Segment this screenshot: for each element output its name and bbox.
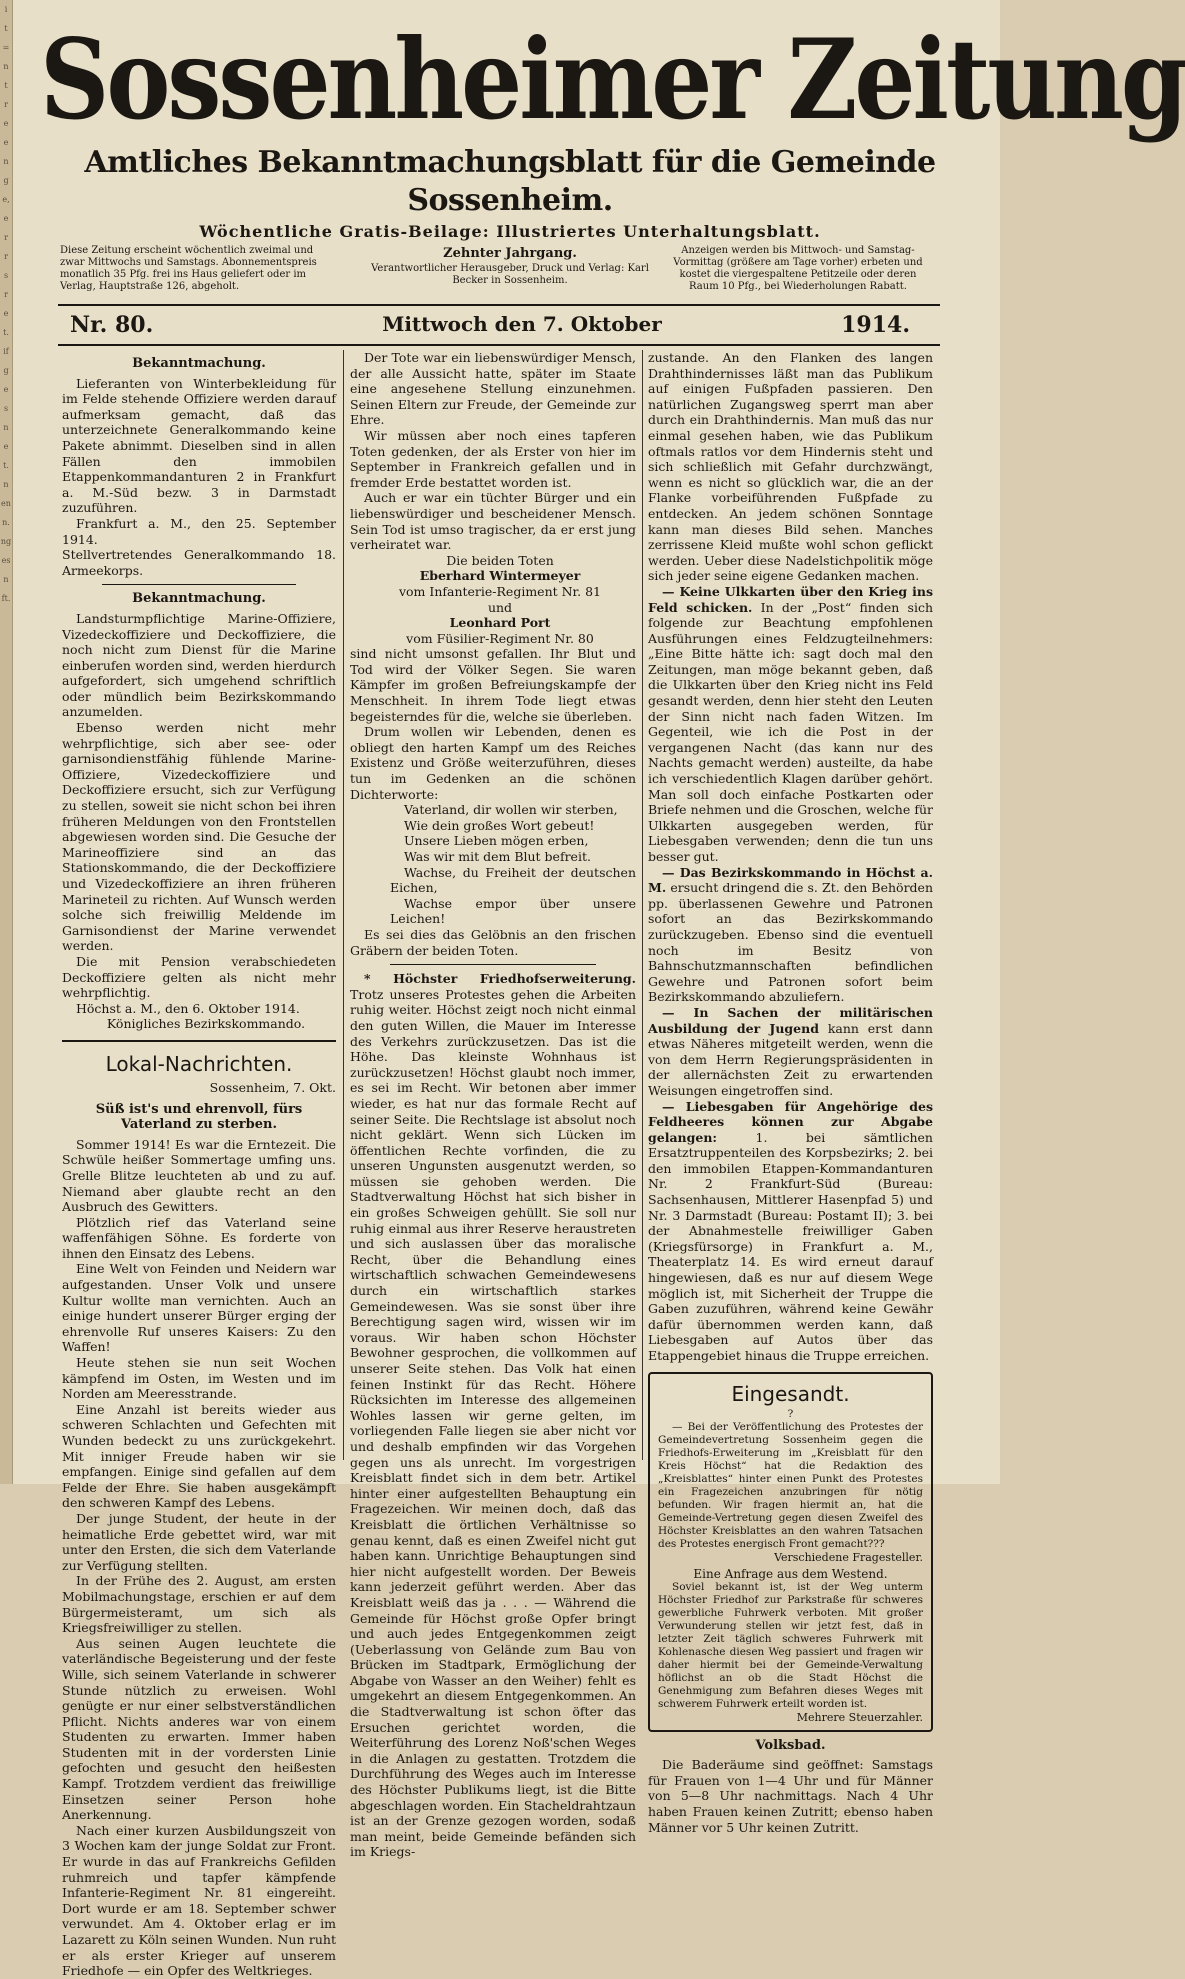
notice-heading: Bekanntmachung. — [132, 591, 266, 607]
publisher-line: Verantwortlicher Herausgeber, Druck und Verlag: Karl Becker in Sossenheim. — [371, 263, 649, 286]
verse-line: Unsere Lieben mögen erben, — [404, 833, 589, 849]
article-text: Trotz unseres Protestes gehen die Arbeiten ruhig weiter. Höchst zeigt noch nicht einmal den guten Willen, die Mauer im Interesse des Verkehrs zurückzusetzen. Das ist die Höhe. Das kleinste Wohnhaus ist zurückzusetzen! Höchst glaubt noch immer, es sei im Recht. Wir betonen aber immer wieder, es hat nur das formale Recht auf seiner Seite. Die Rechtslage ist absolut noch nicht geklärt. Wenn sich Lücken im öffentlichen Rechte vorfinden, die zu unseren Ungunsten ausgenutzt werden, so müssen sie gehoben werden. Die Stadtverwaltung Höchst hat sich bisher in ein großes Schweigen gehüllt. Sie soll nur ruhig einmal aus ihrer Reserve heraustreten und sich auslassen über das moralische Recht, über die Behandlung eines wirtschaftlich schwachen Gemeindewesens durch ein wirtschaftlich starkes Gemeindewesen. Was sie sonst über ihre Berechtigung sagen wird, wissen wir im voraus. Wir haben schon Höchster Bewohner gesprochen, die vollkommen auf unserer Seite stehen. Das Volk hat einen feinen Instinkt für das Recht. Höhere Rücksichten im Interesse des allgemeinen Wohles lassen wir gerne gelten, im vorliegenden Falle liegen sie aber nicht vor und deshalb empfinden wir das Vorgehen gegen uns als unrecht. Im vorgestrigen Kreisblatt findet sich in dem betr. Artikel hinter einer aufgestellten Behauptung ein Fragezeichen. Wir meinen doch, daß das Kreisblatt die örtlichen Verhältnisse so genau kennt, daß es einen Zweifel nicht gut haben kann. Unrichtige Behauptungen sind hier nicht aufgestellt worden. Der Beweis kann jederzeit geführt werden. Aber das Kreisblatt weiß das ja . . . — Während die Gemeinde für Höchst große Opfer bringt und auch jedes Entgegenkommen zeigt (Ueberlassung von Gelände zum Bau von Brücken im Stadtpark, Ermöglichung der Abgabe von Wasser an den Weiher) fehlt es umgekehrt an diesem Entgegenkommen. An die Stadtverwaltung ist schon öfter das Ersuchen gerichtet worden, die Weiterführung des Lorenz Noß'schen Weges in die Anlagen zu gestatten. Trotzdem die Durchführung des Weges auch im Interesse des Höchster Publikums liegt, ist die Bitte abgeschlagen worden. Ein Stacheldrahtzaun ist an der Grenze gezogen worden, sodaß man meint, beide Gemeinde befänden sich im Kriegs- — [350, 986, 636, 1860]
fallen-regiment: vom Infanterie-Regiment Nr. 81 — [398, 583, 602, 599]
notice-text: Landsturmpflichtige Marine-Offiziere, Vizedeckoffiziere und Deckoffiziere, die noch nicht zum Dienst für die Marine einberufen worden sind, werden hierdurch aufgefordert, sich umgehend schriftlich oder mündlich beim Bezirkskommando anzumelden. — [62, 610, 336, 720]
notice-text: Die mit Pension verabschiedeten Deckoffiziere gelten als nicht mehr wehrpflichtig. — [62, 953, 336, 1001]
letter-heading: Eine Anfrage aus dem Westend. — [693, 1566, 888, 1581]
article-paragraph: Plötzlich rief das Vaterland seine waffenfähigen Söhne. Es forderte von ihnen den Einsatz des Lebens. — [62, 1214, 336, 1261]
letter-signature: Verschiedene Fragesteller. — [774, 1550, 923, 1564]
article-paragraph: Der junge Student, der heute in der heimatliche Erde gebettet wird, war mit unter den Ersten, die sich dem Vaterlande zur Verfügung stellten. — [62, 1510, 336, 1573]
masthead — [40, 14, 1185, 244]
verse-line: Was wir mit dem Blut befreit. — [404, 849, 591, 864]
edge-letter: e — [3, 138, 9, 147]
article-paragraph: Sommer 1914! Es war die Erntezeit. Die Schwüle heißer Sommertage umfing uns. Grelle Blitze leuchteten ab und zu auf. Niemand aber glaubte recht an den Ausbruch des Gewitters. — [62, 1136, 336, 1215]
edge-letter: i — [4, 5, 8, 14]
edge-letter: if — [3, 347, 9, 356]
newspaper-title: Sossenheimer Zeitung — [40, 14, 1185, 145]
separator — [102, 584, 296, 585]
verse-line: Wachse empor über unsere Leichen! — [390, 895, 636, 927]
advertising-info: Anzeigen werden bis Mittwoch- und Samstag-Vormittag (größere am Tage vorher) erbeten und kostet die viergespaltene Petitzeile oder deren Raum 10 Pfg., bei Wiederholungen Rabatt. — [673, 245, 923, 292]
notice-heading: Bekanntmachung. — [132, 356, 266, 371]
letter-text: — Bei der Veröffentlichung des Protestes der Gemeindevertretung Sossenheim gegen die Friedhofs-Erweiterung im „Kreisblatt für den Kreis Höchst“ hat die Redaktion des „Kreisblattes“ hinter einen Punkt des Protestes ein Fragezeichen anzubringen für nötig befunden. Wir fragen hiermit an, hat die Gemeinde-Vertretung gegen diesen Zweifel des Höchster Kreisblattes an den wahren Tatsachen des Protestes energisch Front gemacht??? — [658, 1420, 923, 1550]
edge-letter: t. — [3, 461, 9, 470]
notice-place-date: Höchst a. M., den 6. Oktober 1914. — [76, 1000, 300, 1016]
column-divider — [642, 350, 643, 1460]
verse-line: Wachse, du Freiheit der deutschen Eichen, — [390, 864, 636, 896]
article-paragraph: Drum wollen wir Lebenden, denen es obliegt den harten Kampf um des Reiches Existenz und Größe weiterzuführen, dieses tun im Gedenken an die schönen Dichterworte: — [350, 724, 636, 802]
edge-letter: = — [2, 43, 10, 52]
weekly-supplement-line: Wöchentliche Gratis-Beilage: Illustriertes Unterhaltungsblatt. — [199, 222, 821, 241]
edge-letter: r — [4, 100, 8, 109]
subscription-info: Diese Zeitung erscheint wöchentlich zweimal und zwar Mittwochs und Samstags. Abonnementspreis monatlich 35 Pfg. frei ins Haus geliefert oder im Verlag, Hauptstraße 126, abgeholt. — [60, 245, 317, 292]
notice-place-date: Frankfurt a. M., den 25. September 1914. — [62, 515, 336, 547]
top-rule — [58, 304, 940, 306]
volume-year: Zehnter Jahrgang. — [443, 246, 577, 261]
column-2 — [350, 350, 636, 1860]
edge-letter: t. — [3, 328, 9, 337]
fallen-name: Leonhard Port — [449, 615, 551, 631]
article-paragraph: Der Tote war ein liebenswürdiger Mensch, der alle Aussicht hatte, später im Staate eine angesehene Stellung einzunehmen. Seinen Eltern zur Freude, der Gemeinde zur Ehre. — [350, 350, 636, 428]
edge-letter: r — [4, 233, 8, 242]
issue-number: Nr. 80. — [70, 312, 154, 338]
question-mark: ? — [787, 1407, 794, 1420]
article-paragraph: Wir müssen aber noch eines tapferen Toten gedenken, der als Erster von hier im September in Frankreich gefallen und in fremder Erde bestattet worden ist. — [350, 427, 636, 490]
edge-letter: ng — [0, 537, 12, 546]
edge-letter: n. — [2, 518, 10, 527]
article-text: In der „Post“ finden sich folgende zur Beachtung empfohlenen Ausführungen eines Feldzugteilnehmers: „Eine Bitte hätte ich: sagt doch mal den Zeitungen, man möge bekannt geben, daß die Ulkkarten über den Krieg nicht ins Feld gesandt werden, denn hier steht den Leuten der Sinn nicht nach faden Witzen. Im Gegenteil, wie ich die Post in der vergangenen Nacht (das kann nur des Nachts gemacht werden) austeilte, da habe ich verschiedentlich Klagen darüber gehört. Man soll doch einfache Postkarten oder Briefe nehmen und die Groschen, welche für Ulkkarten ausgegeben werden, für Liebesgaben verwenden; denn die tun uns besser gut. — [648, 599, 934, 864]
article-paragraph: sind nicht umsonst gefallen. Ihr Blut und Tod wird der Völker Segen. Sie waren Kämpfer im großen Befreiungskampfe der Menschheit. In ihrem Tode liegt etwas begeisterndes für die, welche sie überleben. — [350, 646, 636, 724]
issue-year: 1914. — [841, 312, 910, 338]
notice-heading: Volksbad. — [755, 1737, 826, 1753]
edge-letter: e — [3, 442, 9, 451]
article-heading: — Keine Ulkkarten über den Krieg ins Feld schicken. — [648, 583, 933, 615]
notice-signature: Königliches Bezirkskommando. — [106, 1016, 306, 1032]
article-text: 1. bei sämtlichen Ersatztruppenteilen des Korpsbezirks; 2. bei den immobilen Etappen-Kommandanturen Nr. 2 Frankfurt-Süd (Bureau: Sachsenhausen, Mittlerer Hasenpfad 5) und Nr. 3 Darmstadt (Bureau: Postamt II); 3. bei der Abnahmestelle freiwilliger Gaben (Kriegsfürsorge) in Frankfurt a. M., Theaterplatz 14. Es wird erneut darauf hingewiesen, daß es nur auf diesem Wege möglich ist, mit Sicherheit der Truppe die Gaben zuzuführen, während keine Gewähr dafür übernommen werden kann, daß Liebesgaben auf Autos über das Etappengebiet hinaus die Truppe erreichen. — [648, 1129, 933, 1363]
article-paragraph: Die beiden Toten — [446, 552, 554, 568]
article-paragraph: Eine Welt von Feinden und Neidern war aufgestanden. Unser Volk und unsere Kultur wollte man vernichten. Auch an einige hundert unserer Bürger erging der ehrenvolle Ruf unseres Kaisers: Zu den Waffen! — [62, 1261, 336, 1355]
edge-letter: t — [4, 24, 8, 33]
article-paragraph: Nach einer kurzen Ausbildungszeit von 3 Wochen kam der junge Soldat zur Front. Er wurde in das auf Frankreichs Gefilden ruhmreich und tapfer kämpfende Infanterie-Regiment Nr. 81 eingereiht. Dort wurde er am 18. September schwer verwundet. Am 4. Oktober erlag er im Lazarett zu Köln seinen Wunden. Nun ruht er als erster Krieger auf unserem Friedhofe — ein Opfer des Weltkrieges. — [62, 1822, 336, 1979]
edge-letter: e — [3, 309, 9, 318]
article-paragraph: Eine Anzahl ist bereits wieder aus schweren Schlachten und Gefechten mit Wunden bedeckt zu uns zurückgekehrt. Mit inniger Freude haben wir sie empfangen. Einige sind gefallen auf dem Felde der Ehre. Sie haben ausgekämpft den schweren Kampf des Lebens. — [62, 1401, 336, 1511]
edge-letter: ft. — [1, 594, 11, 603]
column-3 — [648, 350, 933, 1835]
article-paragraph: Aus seinen Augen leuchtete die vaterländische Begeisterung und der feste Wille, sich seinem Vaterlande in schwerer Stunde nützlich zu erweisen. Wohl genügte er nur einer selbstverständlichen Pflicht. Nichts anderes war von einem Studenten zu erwarten. Immer haben Studenten mit in der vordersten Linie gefochten und gesucht den heißesten Kampf. Trotzdem verdient das freiwillige Einsetzen seiner Person hohe Anerkennung. — [62, 1635, 336, 1823]
issue-row — [60, 308, 910, 344]
section-title: Lokal-Nachrichten. — [105, 1051, 293, 1076]
edge-letter: e — [3, 119, 9, 128]
article-paragraph: In der Frühe des 2. August, am ersten Mobilmachungstage, erschien er auf dem Bürgermeisteramt, um sich als Kriegsfreiwilliger zu stellen. — [62, 1573, 336, 1636]
article-heading: Süß ist's und ehrenvoll, fürs Vaterland zu sterben. — [95, 1101, 303, 1133]
column-1 — [62, 350, 336, 1979]
edge-letter: n — [3, 480, 9, 489]
article-paragraph: Es sei dies das Gelöbnis an den frischen Gräbern der beiden Toten. — [350, 926, 636, 958]
issue-date: Mittwoch den 7. Oktober — [382, 312, 662, 336]
adjacent-page-edge — [0, 0, 13, 1484]
publisher-info — [360, 245, 660, 287]
article-heading: * Höchster Friedhofserweiterung. — [364, 971, 636, 987]
edge-letter: n — [3, 423, 9, 432]
edge-letter: s — [3, 404, 9, 413]
edge-letter: e — [3, 385, 9, 394]
edge-letter: s — [3, 271, 9, 280]
verse-line: Vaterland, dir wollen wir sterben, — [404, 802, 618, 818]
edge-letter: n — [3, 157, 9, 166]
eingesandt-title: Eingesandt. — [731, 1381, 850, 1406]
article-text: ersucht dringend die s. Zt. den Behörden pp. überlassenen Gewehre und Patronen sofort an das Bezirkskommando zurückzugeben. Ebenso sind die eventuell noch im Besitz von Bahnschutzmannschaften befindlichen Gewehre und Patronen sofort beim Bezirkskommando abzuliefern. — [648, 880, 933, 1005]
article-paragraph: Heute stehen sie nun seit Wochen kämpfend im Osten, im Westen und im Norden am Meeresstrande. — [62, 1355, 336, 1402]
section-rule — [62, 1040, 336, 1042]
separator — [390, 964, 596, 965]
dateline: Sossenheim, 7. Okt. — [209, 1079, 336, 1095]
article-heading: — Das Bezirkskommando in Höchst a. M. — [648, 864, 933, 896]
conjunction: und — [487, 599, 513, 615]
edge-letter: r — [4, 252, 8, 261]
edge-letter: es — [1, 556, 11, 565]
article-paragraph: zustande. An den Flanken des langen Drahthindernisses läßt man das Publikum auf einigen Fußpfaden passieren. Den natürlichen Zugangsweg sperrt man aber durch ein Drahthindernis. Man muß das nur einmal gesehen haben, wie das Publikum oftmals ratlos vor dem Hindernis steht und sich schließlich mit Gefahr durchzwängt, wenn es nicht so glücklich war, die an der Flanke vorbeiführenden Fußpfade zu entdecken. An jedem schönen Sonntage kann man dieses Bild sehen. Manches zerrissene Kleid mußte wohl schon geflickt werden. Ueber diese Nadelstichpolitik möge sich jeder seine eigene Gedanken machen. — [648, 350, 933, 584]
notice-text: Die Baderäume sind geöffnet: Samstags für Frauen von 1—4 Uhr und für Männer von 5—8 Uhr nachmittags. Nach 4 Uhr haben Frauen keinen Zutritt; ebenso haben Männer vor 5 Uhr keinen Zutritt. — [648, 1757, 933, 1835]
fallen-regiment: vom Füsilier-Regiment Nr. 80 — [406, 630, 594, 646]
eingesandt-box — [648, 1372, 933, 1732]
article-paragraph: Auch er war ein tüchter Bürger und ein liebenswürdiger und bescheidener Mensch. Sein Tod ist umso tragischer, da er erst jung verheiratet war. — [350, 490, 636, 553]
article-heading: — Liebesgaben für Angehörige des Feldheeres können zur Abgabe gelangen: — [648, 1098, 933, 1145]
article-heading: — In Sachen der militärischen Ausbildung der Jugend — [648, 1004, 933, 1036]
edge-letter: en — [1, 499, 11, 508]
letter-text: Soviel bekannt ist, ist der Weg unterm Höchster Friedhof zur Parkstraße für schweres gewerbliche Fuhrwerk verboten. Mit großer Verwunderung stellen wir jetzt fest, daß in letzter Zeit täglich schweres Fuhrwerk mit Kohlenasche diesen Weg passiert und fragen wir daher hiermit bei der Gemeinde-Verwaltung höflichst an ob die Stadt Höchst die Genehmigung zum Befahren dieses Weges mit schwerem Fuhrwerk erteilt worden ist. — [658, 1580, 923, 1710]
article-text: kann erst dann etwas Näheres mitgeteilt werden, wenn die von dem Herrn Regierungspräsidenten in der allernächsten Zeit zu erwartenden Weisungen eingetroffen sind. — [648, 1020, 933, 1098]
edge-letter: n — [3, 62, 9, 71]
edge-letter: n — [3, 575, 9, 584]
notice-signature: Stellvertretendes Generalkommando 18. Armeekorps. — [62, 547, 336, 578]
edge-letter: e — [3, 214, 9, 223]
notice-text: Lieferanten von Winterbekleidung für im Felde stehende Offiziere werden darauf aufmerksam gemacht, daß das unterzeichnete Generalkommando keine Pakete abnimmt. Dieselben sind in allen Fällen den immobilen Etappenkommandanturen 2 in Frankfurt a. M.-Süd bezw. 3 in Darmstadt zuzuführen. — [62, 375, 336, 516]
letter-signature: Mehrere Steuerzahler. — [796, 1710, 923, 1724]
verse-line: Wie dein großes Wort gebeut! — [404, 817, 595, 833]
newspaper-subtitle: Amtliches Bekanntmachungsblatt für die Gemeinde Sossenheim. — [84, 145, 936, 218]
fallen-name: Eberhard Wintermeyer — [419, 568, 581, 584]
edge-letter: t — [4, 81, 8, 90]
edge-letter: e, — [2, 195, 10, 204]
column-divider — [343, 350, 344, 1460]
notice-text: Ebenso werden nicht mehr wehrpflichtige, sich aber see- oder garnisondienstfähig fühlende Marine-Offiziere, Vizedeckoffiziere und Deckoffiziere ersucht, sich zur Verfügung zu stellen, soweit sie nicht schon bei ihren früheren Meldungen von den Frontstellen abgewiesen worden sind. Die Gesuche der Marineoffiziere sind an das Stationskommando, die der Deckoffiziere und Vizedeckoffiziere an ihren früheren Marineteil zu richten. Auf Wunsch werden solche sich freiwillig Meldende im Garnisondienst der Marine verwendet werden. — [62, 720, 336, 954]
edge-letter: g — [3, 176, 9, 185]
edge-letter: g — [3, 366, 9, 375]
edge-letter: r — [4, 290, 8, 299]
bottom-rule — [58, 344, 940, 346]
